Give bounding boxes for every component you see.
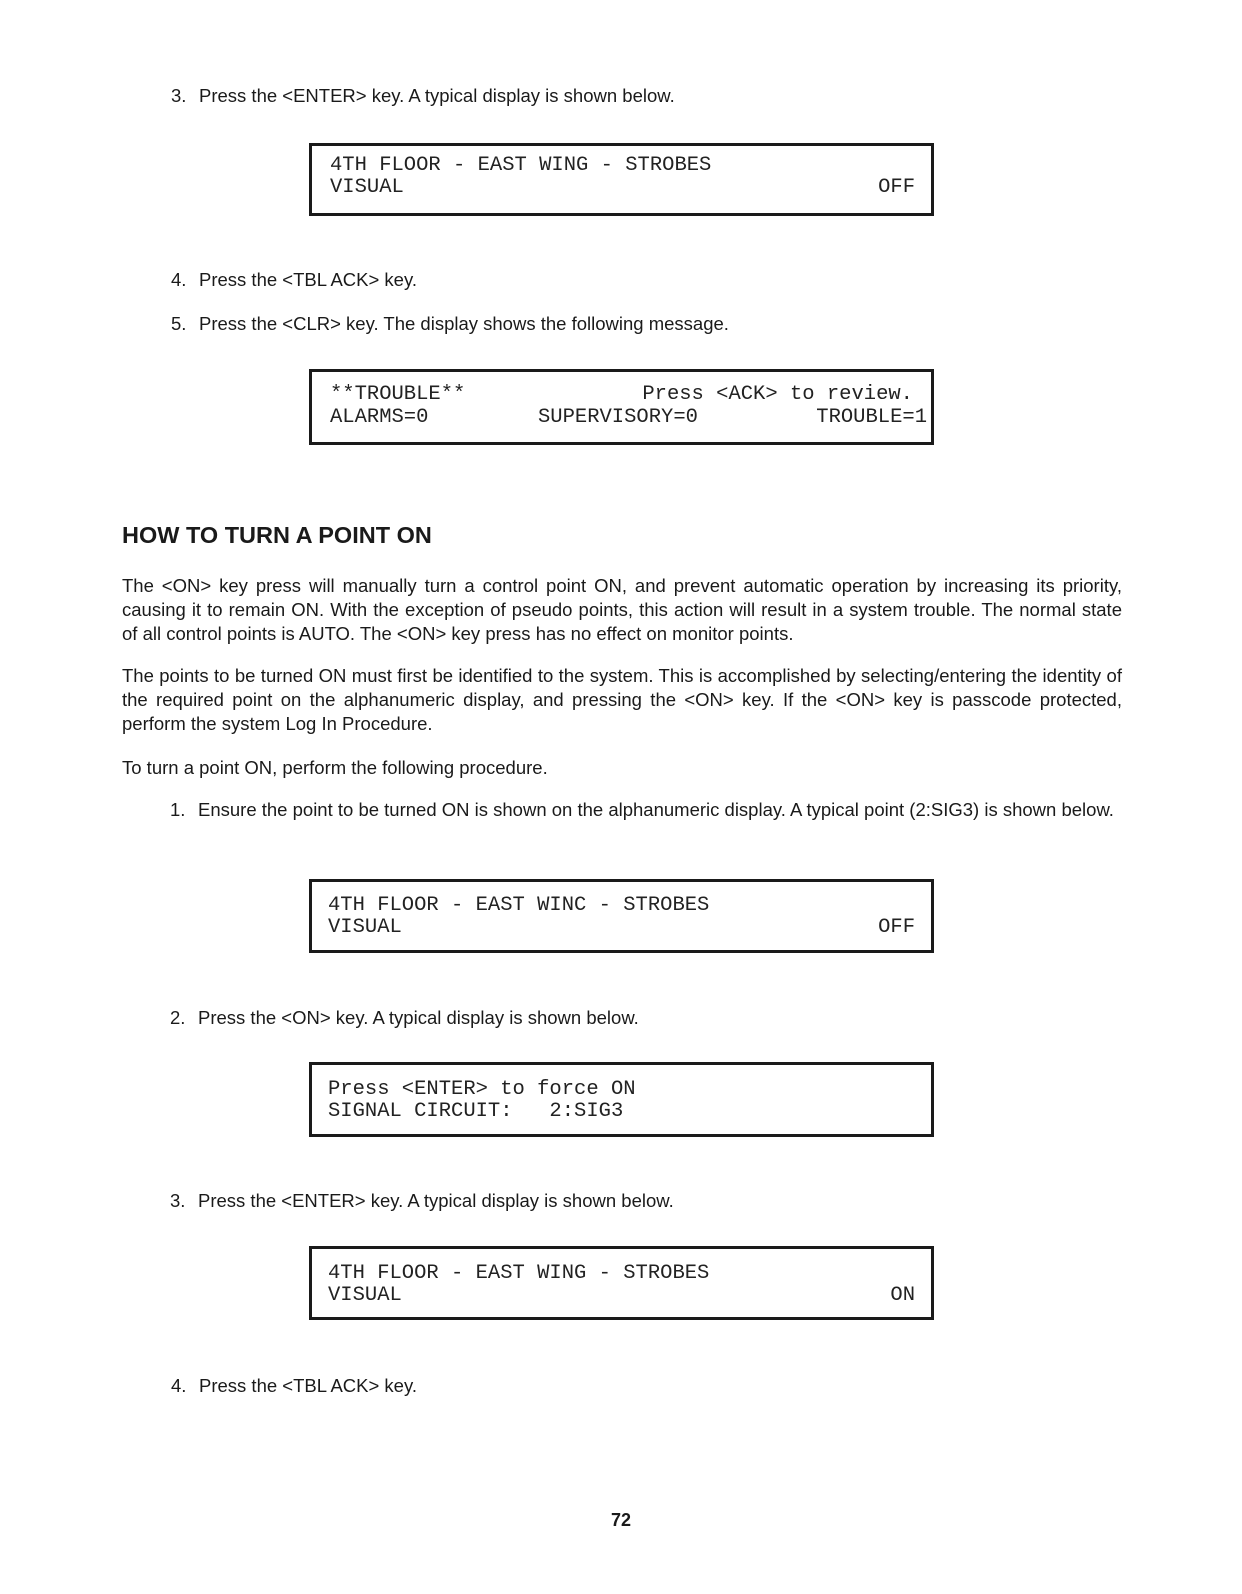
lcd-line1: 4TH FLOOR - EAST WINC - STROBES — [328, 894, 710, 917]
lcd-display-4 — [309, 1062, 934, 1137]
lcd-line2: SIGNAL CIRCUIT: 2:SIG3 — [328, 1100, 624, 1123]
step-number: 3. — [170, 1190, 186, 1211]
step-number: 4. — [171, 269, 187, 290]
step-text: Press the <TBL ACK> key. — [199, 1375, 417, 1396]
step-text: Ensure the point to be turned ON is shown on the alphanumeric display. A typical point (2:SIG3) is shown below. — [198, 799, 1114, 820]
paragraph-3: To turn a point ON, perform the following procedure. — [122, 757, 548, 778]
page-number: 72 — [610, 1510, 632, 1530]
lcd-supervisory-count: SUPERVISORY=0 — [538, 406, 698, 429]
lcd-line2-left: VISUAL — [330, 176, 404, 199]
step-number: 3. — [171, 85, 187, 106]
lcd-display-5 — [309, 1246, 934, 1320]
lcd-line2-right: ON — [890, 1284, 915, 1307]
lcd-display-2 — [309, 369, 934, 445]
lcd-trouble-label: **TROUBLE** — [330, 383, 466, 406]
lcd-line2-right: OFF — [878, 176, 915, 199]
lcd-line1: 4TH FLOOR - EAST WING - STROBES — [330, 154, 712, 177]
step-number: 2. — [170, 1007, 186, 1028]
lcd-trouble-count: TROUBLE=1 — [816, 406, 927, 429]
lcd-review-prompt: Press <ACK> to review. — [642, 383, 913, 406]
lcd-line1: 4TH FLOOR - EAST WING - STROBES — [328, 1262, 710, 1285]
lcd-display-3 — [309, 879, 934, 953]
lcd-alarms-count: ALARMS=0 — [330, 406, 429, 429]
step-text: Press the <ENTER> key. A typical display is shown below. — [199, 85, 675, 106]
step-number: 1. — [170, 799, 186, 820]
paragraph-2: The points to be turned ON must first be identified to the system. This is accomplished by selecting/entering the identity of the required point on the alphanumeric display, and pressing the <ON> key. If the <ON> key is passcode protected, perform the system Log In Procedure. — [122, 665, 1122, 734]
section-heading: HOW TO TURN A POINT ON — [122, 522, 432, 548]
step-text: Press the <TBL ACK> key. — [199, 269, 417, 290]
step-number: 4. — [171, 1375, 187, 1396]
step-text: Press the <CLR> key. The display shows the following message. — [199, 313, 729, 334]
lcd-display-1 — [309, 143, 934, 216]
lcd-line1: Press <ENTER> to force ON — [328, 1078, 636, 1101]
lcd-line2-left: VISUAL — [328, 916, 402, 939]
step-number: 5. — [171, 313, 187, 334]
lcd-line2-right: OFF — [878, 916, 915, 939]
step-text: Press the <ENTER> key. A typical display is shown below. — [198, 1190, 674, 1211]
lcd-line2-left: VISUAL — [328, 1284, 402, 1307]
step-text: Press the <ON> key. A typical display is shown below. — [198, 1007, 639, 1028]
paragraph-1: The <ON> key press will manually turn a control point ON, and prevent automatic operation by increasing its priority, causing it to remain ON. With the exception of pseudo points, this action will result in a system trouble. The normal state of all control points is AUTO. The <ON> key press has no effect on monitor points. — [122, 575, 1122, 644]
